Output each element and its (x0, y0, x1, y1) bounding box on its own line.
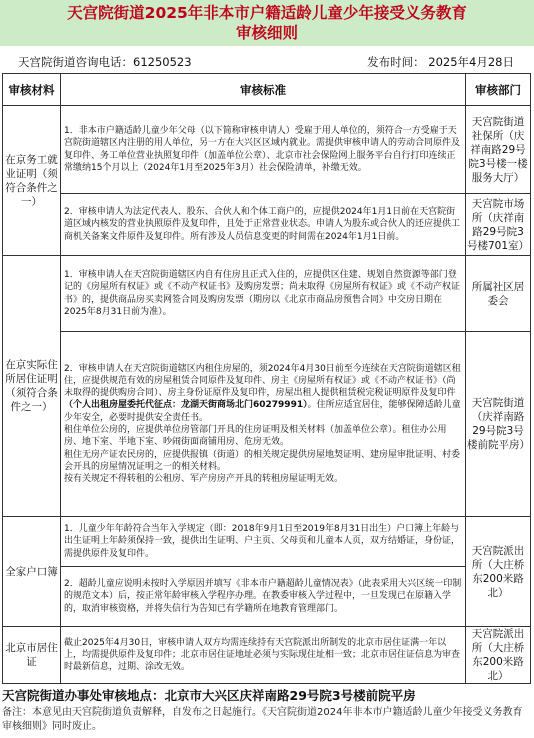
permit-dept: 天宫院派出所（大庄桥东200米路北） (466, 627, 531, 684)
hukou-standard-2: 2．超龄儿童应说明未按时入学原因并填写《非本市户籍超龄儿童情况表》（此表采用大兴区统一印制的规范文本）后，按正常年龄审核入学程序办理。在教委审核入学过程中，一旦发现已在原籍入学的，取消审核资格，并将失信行为告知已有学籍所在地教育管理部门。 (61, 567, 466, 627)
tax-agent-note: （个人出租房屋委托代征点：龙湖天街商场北门60279991） (64, 400, 308, 411)
work-standard-1: 1．非本市户籍适龄儿童少年父母（以下简称审核申请人）受雇于用人单位的，须符合一方受雇于天宫院街道辖区内注册的用人单位，另一方在大兴区区域内就业。需提供审核申请人的劳动合同原件及复印件、务工单位营业执照复印件（加盖单位公章）、北京市社会保险网上服务平台自行打印连续正常缴纳15个月以上（2024年1月至2025年3月）社会保险清单，补缴无效。 (61, 106, 466, 194)
remark-note: 备注：本意见由天宫院街道负责解释，自发布之日起施行。《天宫院街道2024年非本市户籍适龄儿童少年接受义务教育审核细则》同时废止。 (2, 707, 523, 732)
residence-dept-1: 所属社区居委会 (466, 256, 531, 332)
residence-standard-2d: 租住无房产证农民房的，应提供报镇（街道）的相关规定提供房屋地契证明、建房屋审批证明、村委会开具的房屋情况证明之一的相关材料。 (64, 449, 461, 472)
hukou-dept: 天宫院派出所（大庄桥东200米路北） (466, 517, 531, 627)
review-table (2, 73, 531, 684)
header-standard: 审核标准 (61, 74, 466, 106)
header-dept: 审核部门 (466, 74, 531, 106)
hukou-standard-1: 1．儿童少年年龄符合当年入学规定（即：2018年9月1日至2019年8月31日出生）户口簿上年龄与出生证明上年龄须保持一致，提供出生证明、户主页、父母页和儿童本人页，双方结婚证，身份证，需提供原件及复印件。 (61, 517, 466, 567)
work-dept-2: 天宫院市场所（庆祥南路29号院3号楼701室） (466, 194, 531, 256)
table-row (3, 106, 531, 194)
table-row (3, 567, 531, 627)
header-material: 审核材料 (3, 74, 61, 106)
contact-phone: 天宫院街道咨询电话：61250523 (18, 55, 192, 69)
work-standard-2: 2．审核申请人为法定代表人、股东、合伙人和个体工商户的，应提供2024年1月1日前在天宫院街道区域内核发的营业执照原件及复印件，且处于正常营业状态。申请人为股东或合伙人的还应提供工商机关备案文件原件及复印件。所有涉及人员信息变更的时间需在2024年1月1日前。 (61, 194, 466, 256)
category-permit: 北京市居住证 (3, 627, 61, 684)
residence-standard-2e: 按有关规定不得转租的公租房、军产房房产开具的转租房屋证明无效。 (64, 474, 344, 485)
page-title (0, 0, 534, 46)
contact-bar (0, 52, 534, 72)
residence-standard-2 (61, 332, 466, 517)
table-row (3, 194, 531, 256)
table-row (3, 256, 531, 332)
title-line-2: 审核细则 (235, 24, 298, 42)
category-hukou: 全家户口簿 (3, 517, 61, 627)
table-row (3, 517, 531, 567)
residence-standard-2b: 。住所应适宜居住，能够保障适龄儿童少年安全，必要时提供安全责任书。 (64, 400, 461, 423)
work-dept-1: 天宫院街道社保所（庆祥南路29号院3号楼一楼服务大厅） (466, 106, 531, 194)
review-location: 天宫院街道办事处审核地点：北京市大兴区庆祥南路29号院3号楼前院平房 (2, 688, 416, 703)
title-line-1: 天宫院街道2025年非本市户籍适龄儿童少年接受义务教育 (67, 4, 467, 22)
residence-standard-1: 1．审核申请人在天宫院街道辖区内自有住房且正式入住的，应提供区住建、规划自然资源等部门登记的《房屋所有权证》或《不动产权证书》及购房发票；尚未取得《房屋所有权证》或《不动产权证书》的，提供商品房买卖网签合同及购房发票（期房以《北京市商品房预售合同》中交房日期在2025年8月31日前为准）。 (61, 256, 466, 332)
table-row (3, 627, 531, 684)
category-residence: 在京实际住所居住证明（须符合条件之一） (3, 256, 61, 517)
publish-date: 发布时间： 2025年4月28日 (367, 55, 514, 69)
residence-dept-2: 天宫院街道（庆祥南路29号院3号楼前院平房） (466, 332, 531, 517)
table-header-row (3, 74, 531, 106)
category-work: 在京务工就业证明（须符合条件之一） (3, 106, 61, 256)
residence-standard-2c: 租住单位公房的，应提供单位房管部门开具的住房证明及相关材料（加盖单位公章）。租住办公用房、地下室、半地下室、吵闹街面商铺用房、危房无效。 (64, 425, 447, 448)
permit-standard: 截止2025年4月30日，审核申请人双方均需连续持有天宫院派出所制发的北京市居住证满一年以上，均需提供原件及复印件；北京市居住证地址必须与实际现住址相一致；北京市居住证信息为审查时最新信息，过期、涂改无效。 (61, 627, 466, 684)
residence-standard-2a: 2．审核申请人在天宫院街道辖区内租住房屋的，须2024年4月30日前至今连续在天宫院街道辖区租住，应提供规范有效的房屋租赁合同原件及复印件、房主《房屋所有权证》或《不动产权证书》（尚未取得的提供购房合同）、房主身份证原件及复印件，房屋出租人提供租赁税完税证明原件及复印件 (64, 363, 461, 399)
table-row (3, 332, 531, 517)
